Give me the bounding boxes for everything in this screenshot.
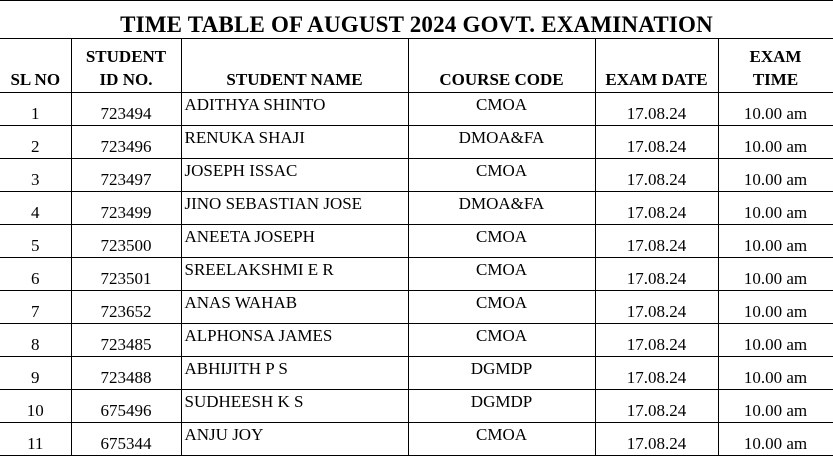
cell-student-name: JINO SEBASTIAN JOSE xyxy=(181,192,408,225)
table-row xyxy=(0,291,833,324)
cell-course-code: CMOA xyxy=(408,291,595,324)
table-row xyxy=(0,192,833,225)
table-row xyxy=(0,390,833,423)
header-exam-time-line2: TIME xyxy=(752,70,799,89)
cell-student-name: ANJU JOY xyxy=(181,423,408,456)
cell-exam-date: 17.08.24 xyxy=(595,126,718,159)
cell-exam-time: 10.00 am xyxy=(718,357,833,390)
cell-course-code: DGMDP xyxy=(408,357,595,390)
cell-student-name: ADITHYA SHINTO xyxy=(181,93,408,126)
cell-student-name: SUDHEESH K S xyxy=(181,390,408,423)
cell-student-id: 723500 xyxy=(71,225,181,258)
cell-sl-no: 8 xyxy=(0,324,71,357)
cell-course-code: CMOA xyxy=(408,324,595,357)
cell-student-id: 723499 xyxy=(71,192,181,225)
table-row xyxy=(0,423,833,456)
header-student-name: STUDENT NAME xyxy=(181,39,408,93)
cell-student-id: 723497 xyxy=(71,159,181,192)
cell-exam-date: 17.08.24 xyxy=(595,357,718,390)
cell-student-name: ANEETA JOSEPH xyxy=(181,225,408,258)
cell-student-id: 723652 xyxy=(71,291,181,324)
table-row xyxy=(0,225,833,258)
header-sl-no: SL NO xyxy=(0,39,71,93)
table-row xyxy=(0,357,833,390)
cell-exam-time: 10.00 am xyxy=(718,93,833,126)
table-row xyxy=(0,159,833,192)
cell-exam-date: 17.08.24 xyxy=(595,93,718,126)
cell-sl-no: 9 xyxy=(0,357,71,390)
table-row xyxy=(0,324,833,357)
cell-exam-time: 10.00 am xyxy=(718,423,833,456)
cell-exam-time: 10.00 am xyxy=(718,225,833,258)
cell-course-code: CMOA xyxy=(408,159,595,192)
header-student-id-line1: STUDENT xyxy=(85,47,167,66)
cell-student-id: 675496 xyxy=(71,390,181,423)
cell-course-code: DGMDP xyxy=(408,390,595,423)
header-course-code: COURSE CODE xyxy=(408,39,595,93)
cell-exam-date: 17.08.24 xyxy=(595,423,718,456)
table-row xyxy=(0,93,833,126)
cell-student-name: RENUKA SHAJI xyxy=(181,126,408,159)
table-body xyxy=(0,93,833,456)
cell-student-id: 723485 xyxy=(71,324,181,357)
header-row xyxy=(0,39,833,93)
header-student-id-line2: ID NO. xyxy=(99,70,153,89)
cell-student-name: ABHIJITH P S xyxy=(181,357,408,390)
header-exam-time xyxy=(718,39,833,93)
cell-sl-no: 4 xyxy=(0,192,71,225)
cell-student-id: 723496 xyxy=(71,126,181,159)
cell-student-id: 723494 xyxy=(71,93,181,126)
cell-course-code: CMOA xyxy=(408,225,595,258)
cell-student-name: JOSEPH ISSAC xyxy=(181,159,408,192)
cell-sl-no: 3 xyxy=(0,159,71,192)
cell-sl-no: 11 xyxy=(0,423,71,456)
cell-exam-date: 17.08.24 xyxy=(595,291,718,324)
cell-course-code: DMOA&FA xyxy=(408,126,595,159)
cell-sl-no: 7 xyxy=(0,291,71,324)
cell-exam-time: 10.00 am xyxy=(718,159,833,192)
cell-exam-date: 17.08.24 xyxy=(595,258,718,291)
cell-exam-date: 17.08.24 xyxy=(595,390,718,423)
page-title: TIME TABLE OF AUGUST 2024 GOVT. EXAMINATION xyxy=(0,0,833,38)
header-student-id xyxy=(71,39,181,93)
cell-course-code: CMOA xyxy=(408,93,595,126)
cell-exam-date: 17.08.24 xyxy=(595,159,718,192)
cell-exam-time: 10.00 am xyxy=(718,390,833,423)
cell-exam-time: 10.00 am xyxy=(718,258,833,291)
cell-sl-no: 1 xyxy=(0,93,71,126)
cell-exam-date: 17.08.24 xyxy=(595,192,718,225)
cell-student-name: ALPHONSA JAMES xyxy=(181,324,408,357)
cell-exam-time: 10.00 am xyxy=(718,192,833,225)
cell-exam-date: 17.08.24 xyxy=(595,324,718,357)
cell-sl-no: 2 xyxy=(0,126,71,159)
cell-sl-no: 6 xyxy=(0,258,71,291)
cell-student-id: 675344 xyxy=(71,423,181,456)
cell-student-id: 723488 xyxy=(71,357,181,390)
cell-sl-no: 10 xyxy=(0,390,71,423)
timetable-table xyxy=(0,38,833,456)
cell-course-code: DMOA&FA xyxy=(408,192,595,225)
cell-student-name: ANAS WAHAB xyxy=(181,291,408,324)
cell-student-id: 723501 xyxy=(71,258,181,291)
cell-course-code: CMOA xyxy=(408,258,595,291)
table-row xyxy=(0,258,833,291)
table-row xyxy=(0,126,833,159)
cell-exam-time: 10.00 am xyxy=(718,324,833,357)
cell-exam-date: 17.08.24 xyxy=(595,225,718,258)
header-exam-time-line1: EXAM xyxy=(749,47,802,66)
cell-course-code: CMOA xyxy=(408,423,595,456)
cell-student-name: SREELAKSHMI E R xyxy=(181,258,408,291)
cell-exam-time: 10.00 am xyxy=(718,126,833,159)
cell-sl-no: 5 xyxy=(0,225,71,258)
cell-exam-time: 10.00 am xyxy=(718,291,833,324)
header-exam-date: EXAM DATE xyxy=(595,39,718,93)
